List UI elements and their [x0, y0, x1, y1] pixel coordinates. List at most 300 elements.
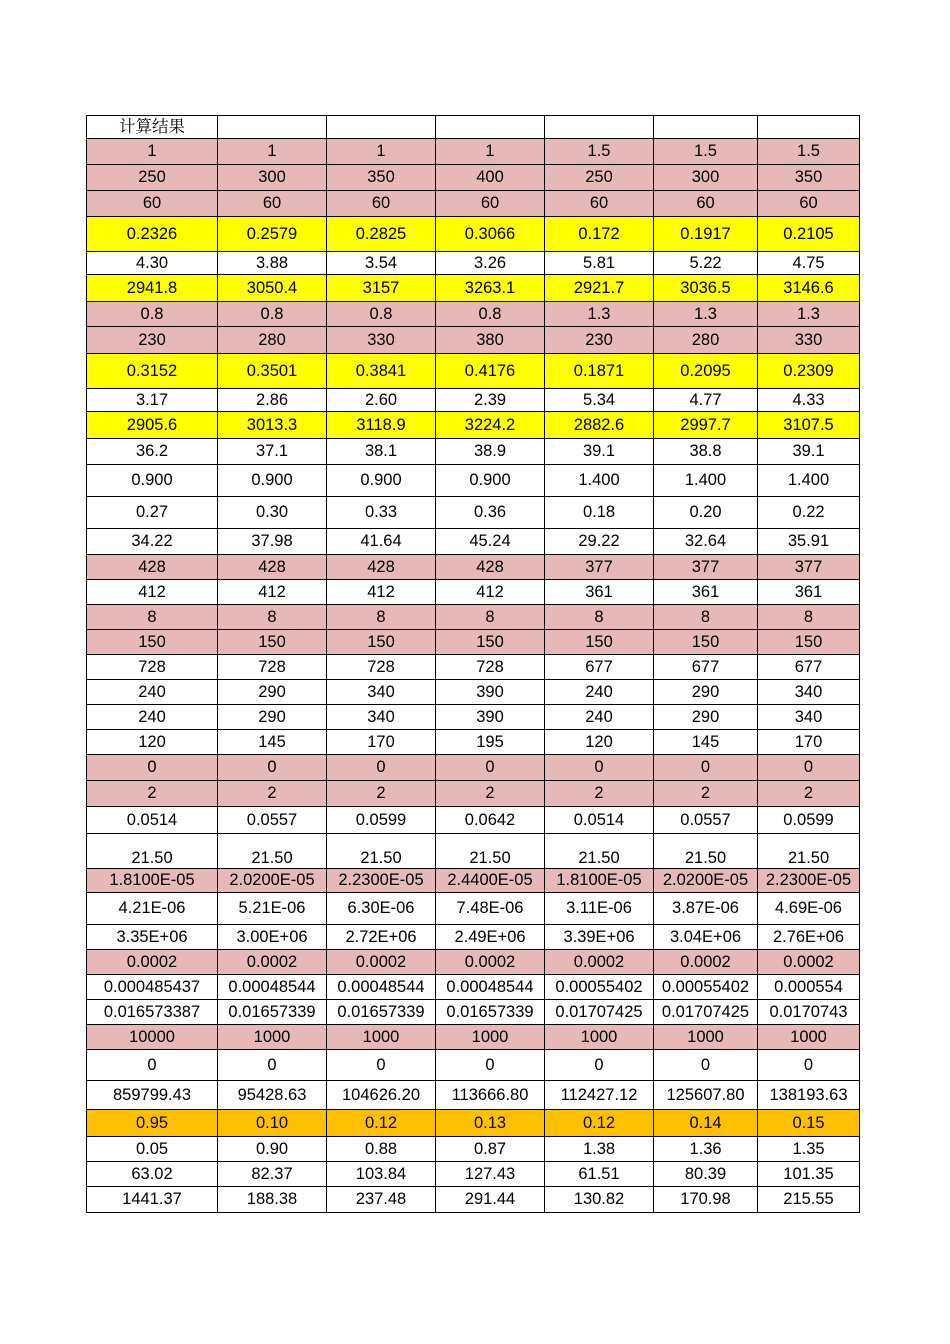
table-cell[interactable]: 0.900 — [218, 465, 327, 497]
table-cell[interactable]: 0.0642 — [436, 807, 545, 834]
table-cell[interactable]: 2.4400E-05 — [436, 869, 545, 893]
table-cell[interactable]: 1.3 — [545, 302, 654, 327]
table-cell[interactable]: 10000 — [87, 1025, 218, 1050]
table-cell[interactable]: 3013.3 — [218, 412, 327, 439]
table-cell[interactable]: 0.2105 — [758, 217, 860, 252]
table-cell[interactable]: 3.54 — [327, 252, 436, 275]
table-cell[interactable]: 0.4176 — [436, 354, 545, 389]
table-cell[interactable]: 125607.80 — [654, 1081, 758, 1110]
table-row — [87, 497, 860, 529]
header-cell-results-label[interactable]: 计算结果 — [87, 116, 218, 139]
table-cell[interactable]: 0.10 — [218, 1110, 327, 1137]
table-cell[interactable]: 0.3152 — [87, 354, 218, 389]
table-cell[interactable]: 1000 — [758, 1025, 860, 1050]
table-cell[interactable]: 21.50 — [87, 834, 218, 869]
table-cell[interactable]: 1000 — [218, 1025, 327, 1050]
header-cell[interactable] — [545, 116, 654, 139]
table-cell[interactable]: 2 — [436, 781, 545, 807]
table-cell[interactable]: 0.8 — [218, 302, 327, 327]
table-cell[interactable]: 0.0599 — [758, 807, 860, 834]
table-cell[interactable]: 237.48 — [327, 1187, 436, 1213]
table-cell[interactable]: 2.60 — [327, 389, 436, 412]
table-row — [87, 1000, 860, 1025]
table-cell[interactable]: 103.84 — [327, 1162, 436, 1187]
table-cell[interactable]: 0 — [545, 755, 654, 781]
table-cell[interactable]: 0.15 — [758, 1110, 860, 1137]
table-cell[interactable]: 8 — [758, 605, 860, 630]
table-cell[interactable]: 290 — [218, 705, 327, 730]
table-cell[interactable]: 0.0170743 — [758, 1000, 860, 1025]
table-cell[interactable]: 21.50 — [545, 834, 654, 869]
table-cell[interactable]: 35.91 — [758, 529, 860, 555]
table-cell[interactable]: 377 — [545, 555, 654, 580]
table-cell[interactable]: 1.3 — [758, 302, 860, 327]
table-cell[interactable]: 21.50 — [758, 834, 860, 869]
table-cell[interactable]: 2941.8 — [87, 275, 218, 302]
table-cell[interactable]: 0.0002 — [87, 950, 218, 975]
table-cell[interactable]: 0.0002 — [654, 950, 758, 975]
table-row — [87, 529, 860, 555]
table-cell[interactable]: 82.37 — [218, 1162, 327, 1187]
table-cell[interactable]: 120 — [545, 730, 654, 755]
table-cell[interactable]: 290 — [218, 680, 327, 705]
table-cell[interactable]: 1.5 — [654, 139, 758, 165]
table-cell[interactable]: 0.172 — [545, 217, 654, 252]
table-cell[interactable]: 0 — [545, 1050, 654, 1081]
table-cell[interactable]: 0 — [758, 1050, 860, 1081]
table-cell[interactable]: 3157 — [327, 275, 436, 302]
table-cell[interactable]: 3036.5 — [654, 275, 758, 302]
table-cell[interactable]: 170.98 — [654, 1187, 758, 1213]
table-cell[interactable]: 0.01657339 — [436, 1000, 545, 1025]
table-cell[interactable]: 7.48E-06 — [436, 893, 545, 925]
table-cell[interactable]: 150 — [218, 630, 327, 655]
table-cell[interactable]: 0.87 — [436, 1137, 545, 1162]
table-cell[interactable]: 412 — [87, 580, 218, 605]
table-cell[interactable]: 170 — [758, 730, 860, 755]
table-cell[interactable]: 412 — [327, 580, 436, 605]
table-cell[interactable]: 60 — [654, 191, 758, 217]
table-cell[interactable]: 0.30 — [218, 497, 327, 529]
table-cell[interactable]: 0 — [654, 1050, 758, 1081]
table-cell[interactable]: 3.39E+06 — [545, 925, 654, 950]
table-cell[interactable]: 127.43 — [436, 1162, 545, 1187]
table-cell[interactable]: 0.20 — [654, 497, 758, 529]
table-row — [87, 755, 860, 781]
table-cell[interactable]: 428 — [218, 555, 327, 580]
table-cell[interactable]: 1000 — [436, 1025, 545, 1050]
table-cell[interactable]: 0.3066 — [436, 217, 545, 252]
table-cell[interactable]: 377 — [654, 555, 758, 580]
table-cell[interactable]: 38.9 — [436, 439, 545, 465]
table-cell[interactable]: 95428.63 — [218, 1081, 327, 1110]
table-cell[interactable]: 1 — [436, 139, 545, 165]
table-cell[interactable]: 0.18 — [545, 497, 654, 529]
table-cell[interactable]: 0.2309 — [758, 354, 860, 389]
table-cell[interactable]: 0.95 — [87, 1110, 218, 1137]
table-row — [87, 834, 860, 869]
table-cell[interactable]: 1.400 — [654, 465, 758, 497]
table-cell[interactable]: 4.77 — [654, 389, 758, 412]
table-cell[interactable]: 2 — [758, 781, 860, 807]
table-cell[interactable]: 170 — [327, 730, 436, 755]
table-cell[interactable]: 38.8 — [654, 439, 758, 465]
table-cell[interactable]: 150 — [87, 630, 218, 655]
table-cell[interactable]: 2921.7 — [545, 275, 654, 302]
table-cell[interactable]: 8 — [87, 605, 218, 630]
table-cell[interactable]: 39.1 — [545, 439, 654, 465]
table-cell[interactable]: 0.00048544 — [436, 975, 545, 1000]
table-cell[interactable]: 250 — [545, 165, 654, 191]
header-row — [87, 116, 860, 139]
table-cell[interactable]: 400 — [436, 165, 545, 191]
table-cell[interactable]: 130.82 — [545, 1187, 654, 1213]
table-cell[interactable]: 4.69E-06 — [758, 893, 860, 925]
table-cell[interactable]: 3.88 — [218, 252, 327, 275]
table-cell[interactable]: 0.0002 — [218, 950, 327, 975]
table-cell[interactable]: 188.38 — [218, 1187, 327, 1213]
table-cell[interactable]: 21.50 — [327, 834, 436, 869]
table-cell[interactable]: 0.8 — [436, 302, 545, 327]
table-cell[interactable]: 0.12 — [327, 1110, 436, 1137]
table-cell[interactable]: 361 — [545, 580, 654, 605]
table-cell[interactable]: 0 — [327, 755, 436, 781]
table-cell[interactable]: 240 — [87, 705, 218, 730]
table-cell[interactable]: 0 — [87, 755, 218, 781]
table-cell[interactable]: 3.87E-06 — [654, 893, 758, 925]
table-cell[interactable]: 1 — [218, 139, 327, 165]
table-cell[interactable]: 0.900 — [87, 465, 218, 497]
table-cell[interactable]: 428 — [327, 555, 436, 580]
table-row — [87, 302, 860, 327]
table-cell[interactable]: 428 — [87, 555, 218, 580]
table-cell[interactable]: 60 — [436, 191, 545, 217]
table-cell[interactable]: 45.24 — [436, 529, 545, 555]
table-cell[interactable]: 0.0557 — [218, 807, 327, 834]
table-cell[interactable]: 2997.7 — [654, 412, 758, 439]
table-cell[interactable]: 150 — [545, 630, 654, 655]
table-cell[interactable]: 4.30 — [87, 252, 218, 275]
table-cell[interactable]: 3263.1 — [436, 275, 545, 302]
table-cell[interactable]: 0.900 — [436, 465, 545, 497]
header-cell[interactable] — [218, 116, 327, 139]
table-cell[interactable]: 1 — [327, 139, 436, 165]
table-cell[interactable]: 0.3841 — [327, 354, 436, 389]
table-cell[interactable]: 2.2300E-05 — [758, 869, 860, 893]
table-cell[interactable]: 2.2300E-05 — [327, 869, 436, 893]
table-cell[interactable]: 0.05 — [87, 1137, 218, 1162]
table-cell[interactable]: 3118.9 — [327, 412, 436, 439]
table-cell[interactable]: 377 — [758, 555, 860, 580]
table-cell[interactable]: 2 — [654, 781, 758, 807]
table-cell[interactable]: 0 — [87, 1050, 218, 1081]
table-cell[interactable]: 361 — [654, 580, 758, 605]
table-cell[interactable]: 60 — [758, 191, 860, 217]
table-cell[interactable]: 380 — [436, 327, 545, 354]
table-cell[interactable]: 0.0002 — [436, 950, 545, 975]
table-cell[interactable]: 1 — [87, 139, 218, 165]
table-cell[interactable]: 2882.6 — [545, 412, 654, 439]
table-cell[interactable]: 0 — [654, 755, 758, 781]
table-cell[interactable]: 0.900 — [327, 465, 436, 497]
table-row — [87, 1187, 860, 1213]
header-cell[interactable] — [327, 116, 436, 139]
table-cell[interactable]: 1.3 — [654, 302, 758, 327]
table-cell[interactable]: 60 — [327, 191, 436, 217]
table-cell[interactable]: 61.51 — [545, 1162, 654, 1187]
table-cell[interactable]: 0.88 — [327, 1137, 436, 1162]
table-cell[interactable]: 230 — [87, 327, 218, 354]
table-cell[interactable]: 2905.6 — [87, 412, 218, 439]
table-cell[interactable]: 3.17 — [87, 389, 218, 412]
table-cell[interactable]: 728 — [436, 655, 545, 680]
table-cell[interactable]: 120 — [87, 730, 218, 755]
table-cell[interactable]: 1.36 — [654, 1137, 758, 1162]
table-cell[interactable]: 412 — [218, 580, 327, 605]
table-cell[interactable]: 677 — [545, 655, 654, 680]
table-cell[interactable]: 37.98 — [218, 529, 327, 555]
table-cell[interactable]: 0 — [758, 755, 860, 781]
table-row — [87, 1081, 860, 1110]
table-cell[interactable]: 60 — [545, 191, 654, 217]
table-cell[interactable]: 0.1917 — [654, 217, 758, 252]
table-cell[interactable]: 240 — [87, 680, 218, 705]
table-cell[interactable]: 290 — [654, 680, 758, 705]
table-cell[interactable]: 0.22 — [758, 497, 860, 529]
table-cell[interactable]: 3146.6 — [758, 275, 860, 302]
table-cell[interactable]: 215.55 — [758, 1187, 860, 1213]
table-cell[interactable]: 63.02 — [87, 1162, 218, 1187]
table-cell[interactable]: 1.8100E-05 — [87, 869, 218, 893]
table-cell[interactable]: 0.1871 — [545, 354, 654, 389]
table-cell[interactable]: 3.26 — [436, 252, 545, 275]
table-cell[interactable]: 3107.5 — [758, 412, 860, 439]
table-cell[interactable]: 2.86 — [218, 389, 327, 412]
table-cell[interactable]: 5.81 — [545, 252, 654, 275]
table-row — [87, 1137, 860, 1162]
table-cell[interactable]: 0.12 — [545, 1110, 654, 1137]
table-cell[interactable]: 1000 — [327, 1025, 436, 1050]
table-cell[interactable]: 2 — [545, 781, 654, 807]
table-cell[interactable]: 2.0200E-05 — [218, 869, 327, 893]
table-cell[interactable]: 0.0557 — [654, 807, 758, 834]
table-cell[interactable]: 0.33 — [327, 497, 436, 529]
table-cell[interactable]: 0.01707425 — [654, 1000, 758, 1025]
table-cell[interactable]: 240 — [545, 680, 654, 705]
table-cell[interactable]: 1.400 — [545, 465, 654, 497]
table-cell[interactable]: 428 — [436, 555, 545, 580]
table-cell[interactable]: 60 — [218, 191, 327, 217]
table-cell[interactable]: 150 — [758, 630, 860, 655]
table-cell[interactable]: 38.1 — [327, 439, 436, 465]
table-cell[interactable]: 145 — [218, 730, 327, 755]
table-cell[interactable]: 728 — [218, 655, 327, 680]
table-cell[interactable]: 390 — [436, 680, 545, 705]
table-cell[interactable]: 1000 — [545, 1025, 654, 1050]
table-cell[interactable]: 5.34 — [545, 389, 654, 412]
table-cell[interactable]: 0.14 — [654, 1110, 758, 1137]
table-cell[interactable]: 150 — [327, 630, 436, 655]
table-cell[interactable]: 3050.4 — [218, 275, 327, 302]
table-cell[interactable]: 0.3501 — [218, 354, 327, 389]
table-cell[interactable]: 280 — [654, 327, 758, 354]
table-cell[interactable]: 150 — [436, 630, 545, 655]
table-cell[interactable]: 41.64 — [327, 529, 436, 555]
table-cell[interactable]: 60 — [87, 191, 218, 217]
table-cell[interactable]: 2.72E+06 — [327, 925, 436, 950]
header-cell[interactable] — [436, 116, 545, 139]
table-cell[interactable]: 37.1 — [218, 439, 327, 465]
table-cell[interactable]: 1.8100E-05 — [545, 869, 654, 893]
table-cell[interactable]: 330 — [327, 327, 436, 354]
table-cell[interactable]: 2.76E+06 — [758, 925, 860, 950]
table-cell[interactable]: 80.39 — [654, 1162, 758, 1187]
table-cell[interactable]: 6.30E-06 — [327, 893, 436, 925]
table-cell[interactable]: 21.50 — [436, 834, 545, 869]
table-cell[interactable]: 5.21E-06 — [218, 893, 327, 925]
table-row — [87, 630, 860, 655]
table-cell[interactable]: 2.49E+06 — [436, 925, 545, 950]
table-cell[interactable]: 112427.12 — [545, 1081, 654, 1110]
table-cell[interactable]: 0 — [436, 1050, 545, 1081]
table-cell[interactable]: 1.35 — [758, 1137, 860, 1162]
table-cell[interactable]: 0.0599 — [327, 807, 436, 834]
table-cell[interactable]: 0.8 — [87, 302, 218, 327]
table-cell[interactable]: 8 — [327, 605, 436, 630]
table-cell[interactable]: 0.2825 — [327, 217, 436, 252]
table-cell[interactable]: 0.000554 — [758, 975, 860, 1000]
table-cell[interactable]: 0.01657339 — [327, 1000, 436, 1025]
table-cell[interactable]: 0.8 — [327, 302, 436, 327]
table-cell[interactable]: 8 — [436, 605, 545, 630]
table-cell[interactable]: 195 — [436, 730, 545, 755]
table-cell[interactable]: 0.0002 — [545, 950, 654, 975]
table-cell[interactable]: 3224.2 — [436, 412, 545, 439]
table-cell[interactable]: 8 — [218, 605, 327, 630]
table-cell[interactable]: 4.33 — [758, 389, 860, 412]
table-cell[interactable]: 250 — [87, 165, 218, 191]
table-cell[interactable]: 4.21E-06 — [87, 893, 218, 925]
table-cell[interactable]: 2.0200E-05 — [654, 869, 758, 893]
table-cell[interactable]: 0.0002 — [327, 950, 436, 975]
table-cell[interactable]: 0.01657339 — [218, 1000, 327, 1025]
table-cell[interactable]: 230 — [545, 327, 654, 354]
table-cell[interactable]: 340 — [758, 705, 860, 730]
table-cell[interactable]: 0.27 — [87, 497, 218, 529]
table-cell[interactable]: 1.5 — [758, 139, 860, 165]
table-cell[interactable]: 0.00055402 — [654, 975, 758, 1000]
table-cell[interactable]: 350 — [327, 165, 436, 191]
table-cell[interactable]: 21.50 — [654, 834, 758, 869]
table-cell[interactable]: 0.13 — [436, 1110, 545, 1137]
table-cell[interactable]: 859799.43 — [87, 1081, 218, 1110]
table-cell[interactable]: 728 — [327, 655, 436, 680]
table-cell[interactable]: 0.00048544 — [327, 975, 436, 1000]
table-cell[interactable]: 3.04E+06 — [654, 925, 758, 950]
table-cell[interactable]: 0.0514 — [87, 807, 218, 834]
table-cell[interactable]: 1441.37 — [87, 1187, 218, 1213]
table-cell[interactable]: 291.44 — [436, 1187, 545, 1213]
table-cell[interactable]: 150 — [654, 630, 758, 655]
table-cell[interactable]: 113666.80 — [436, 1081, 545, 1110]
table-cell[interactable]: 5.22 — [654, 252, 758, 275]
table-cell[interactable]: 0.0514 — [545, 807, 654, 834]
table-cell[interactable]: 0.016573387 — [87, 1000, 218, 1025]
table-cell[interactable]: 2 — [327, 781, 436, 807]
table-cell[interactable]: 0.90 — [218, 1137, 327, 1162]
table-cell[interactable]: 3.11E-06 — [545, 893, 654, 925]
table-cell[interactable]: 340 — [758, 680, 860, 705]
header-cell[interactable] — [654, 116, 758, 139]
table-cell[interactable]: 0.0002 — [758, 950, 860, 975]
table-cell[interactable]: 29.22 — [545, 529, 654, 555]
table-cell[interactable]: 361 — [758, 580, 860, 605]
table-cell[interactable]: 39.1 — [758, 439, 860, 465]
table-cell[interactable]: 390 — [436, 705, 545, 730]
table-cell[interactable]: 330 — [758, 327, 860, 354]
table-cell[interactable]: 2 — [87, 781, 218, 807]
table-cell[interactable]: 4.75 — [758, 252, 860, 275]
table-cell[interactable]: 0 — [218, 755, 327, 781]
table-cell[interactable]: 104626.20 — [327, 1081, 436, 1110]
table-cell[interactable]: 1.400 — [758, 465, 860, 497]
table-cell[interactable]: 0 — [327, 1050, 436, 1081]
table-cell[interactable]: 350 — [758, 165, 860, 191]
table-cell[interactable]: 0.01707425 — [545, 1000, 654, 1025]
table-cell[interactable]: 0 — [436, 755, 545, 781]
table-cell[interactable]: 0.2326 — [87, 217, 218, 252]
table-cell[interactable]: 0.00055402 — [545, 975, 654, 1000]
table-cell[interactable]: 0.00048544 — [218, 975, 327, 1000]
table-cell[interactable]: 1.5 — [545, 139, 654, 165]
table-cell[interactable]: 412 — [436, 580, 545, 605]
table-cell[interactable]: 36.2 — [87, 439, 218, 465]
table-cell[interactable]: 8 — [545, 605, 654, 630]
table-cell[interactable]: 34.22 — [87, 529, 218, 555]
table-cell[interactable]: 0.000485437 — [87, 975, 218, 1000]
table-cell[interactable]: 677 — [758, 655, 860, 680]
table-cell[interactable]: 0.36 — [436, 497, 545, 529]
table-cell[interactable]: 290 — [654, 705, 758, 730]
table-cell[interactable]: 300 — [654, 165, 758, 191]
table-row — [87, 165, 860, 191]
table-cell[interactable]: 32.64 — [654, 529, 758, 555]
table-cell[interactable]: 8 — [654, 605, 758, 630]
table-cell[interactable]: 3.35E+06 — [87, 925, 218, 950]
table-cell[interactable]: 0.2095 — [654, 354, 758, 389]
table-cell[interactable]: 138193.63 — [758, 1081, 860, 1110]
table-cell[interactable]: 0 — [218, 1050, 327, 1081]
table-cell[interactable]: 0.2579 — [218, 217, 327, 252]
table-cell[interactable]: 145 — [654, 730, 758, 755]
table-cell[interactable]: 728 — [87, 655, 218, 680]
table-cell[interactable]: 2.39 — [436, 389, 545, 412]
table-cell[interactable]: 300 — [218, 165, 327, 191]
table-row — [87, 1050, 860, 1081]
header-cell[interactable] — [758, 116, 860, 139]
table-cell[interactable]: 21.50 — [218, 834, 327, 869]
table-cell[interactable]: 340 — [327, 680, 436, 705]
table-cell[interactable]: 340 — [327, 705, 436, 730]
table-cell[interactable]: 3.00E+06 — [218, 925, 327, 950]
table-cell[interactable]: 1.38 — [545, 1137, 654, 1162]
table-cell[interactable]: 240 — [545, 705, 654, 730]
table-cell[interactable]: 101.35 — [758, 1162, 860, 1187]
table-cell[interactable]: 2 — [218, 781, 327, 807]
table-cell[interactable]: 677 — [654, 655, 758, 680]
table-cell[interactable]: 1000 — [654, 1025, 758, 1050]
table-cell[interactable]: 280 — [218, 327, 327, 354]
